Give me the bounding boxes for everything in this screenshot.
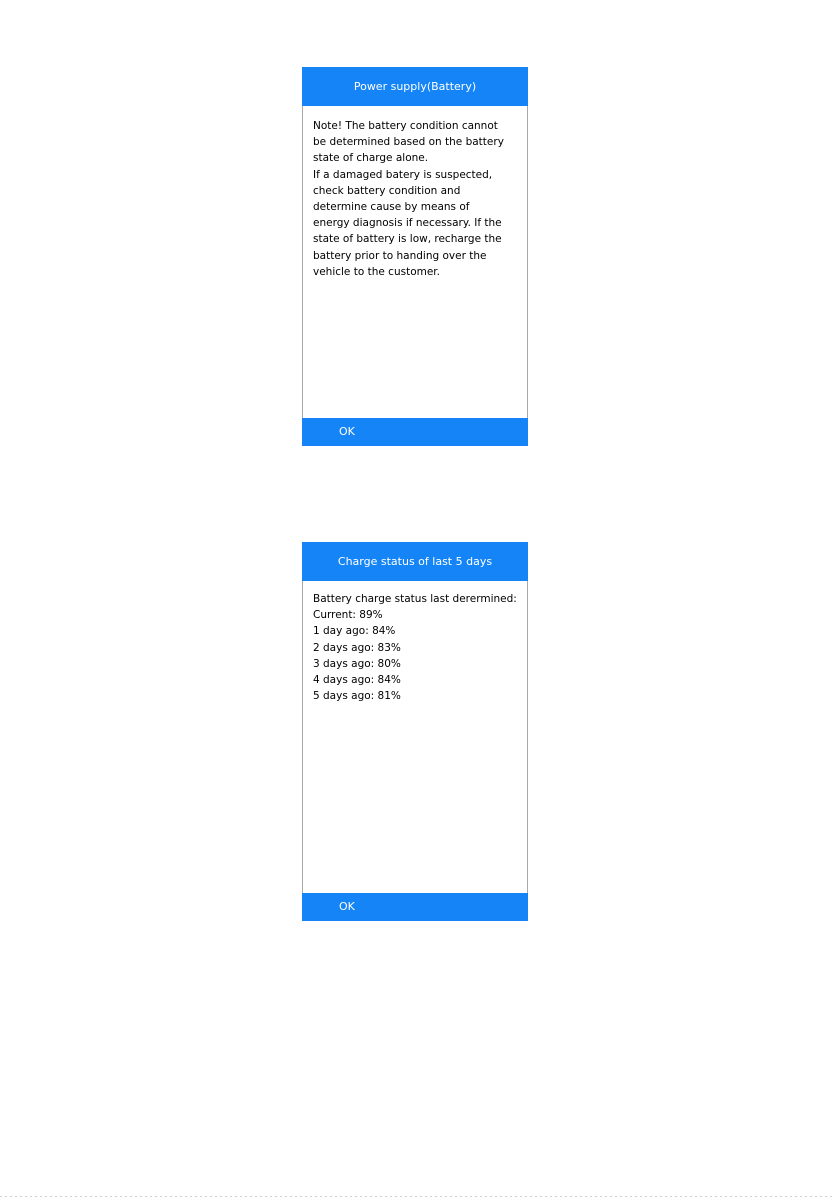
charge-status-day-1: 1 day ago: 84%: [313, 625, 396, 638]
charge-status-day-5: 5 days ago: 81%: [313, 690, 401, 703]
dialog-title: Power supply(Battery): [302, 67, 528, 106]
message-line: energy diagnosis if necessary. If the: [313, 217, 502, 230]
charge-status-current: Current: 89%: [313, 609, 383, 622]
charge-status-list: [313, 591, 521, 704]
charge-status-day-3: 3 days ago: 80%: [313, 657, 401, 670]
message-line: vehicle to the customer.: [313, 265, 440, 278]
dialog-title: Charge status of last 5 days: [302, 542, 528, 581]
charge-status-day-2: 2 days ago: 83%: [313, 641, 401, 654]
power-supply-dialog: [302, 67, 528, 446]
message-line: be determined based on the battery: [313, 136, 504, 149]
charge-status-day-4: 4 days ago: 84%: [313, 674, 401, 687]
message-line: determine cause by means of: [313, 201, 470, 214]
ok-button[interactable]: OK: [339, 900, 355, 913]
page-bottom-rule: [0, 1196, 832, 1197]
message-line: state of charge alone.: [313, 152, 429, 165]
charge-status-heading: Battery charge status last derermined:: [313, 593, 517, 605]
ok-button[interactable]: OK: [339, 425, 355, 438]
dialog-footer: [302, 418, 528, 446]
message-line: state of battery is low, recharge the: [313, 233, 502, 246]
message-line: If a damaged batery is suspected,: [313, 168, 493, 181]
message-line: Note! The battery condition cannot: [313, 120, 498, 132]
dialog-footer: [302, 893, 528, 921]
message-line: check battery condition and: [313, 184, 461, 197]
dialog-message: [313, 118, 521, 280]
message-line: battery prior to handing over the: [313, 249, 487, 262]
charge-status-dialog: [302, 542, 528, 921]
